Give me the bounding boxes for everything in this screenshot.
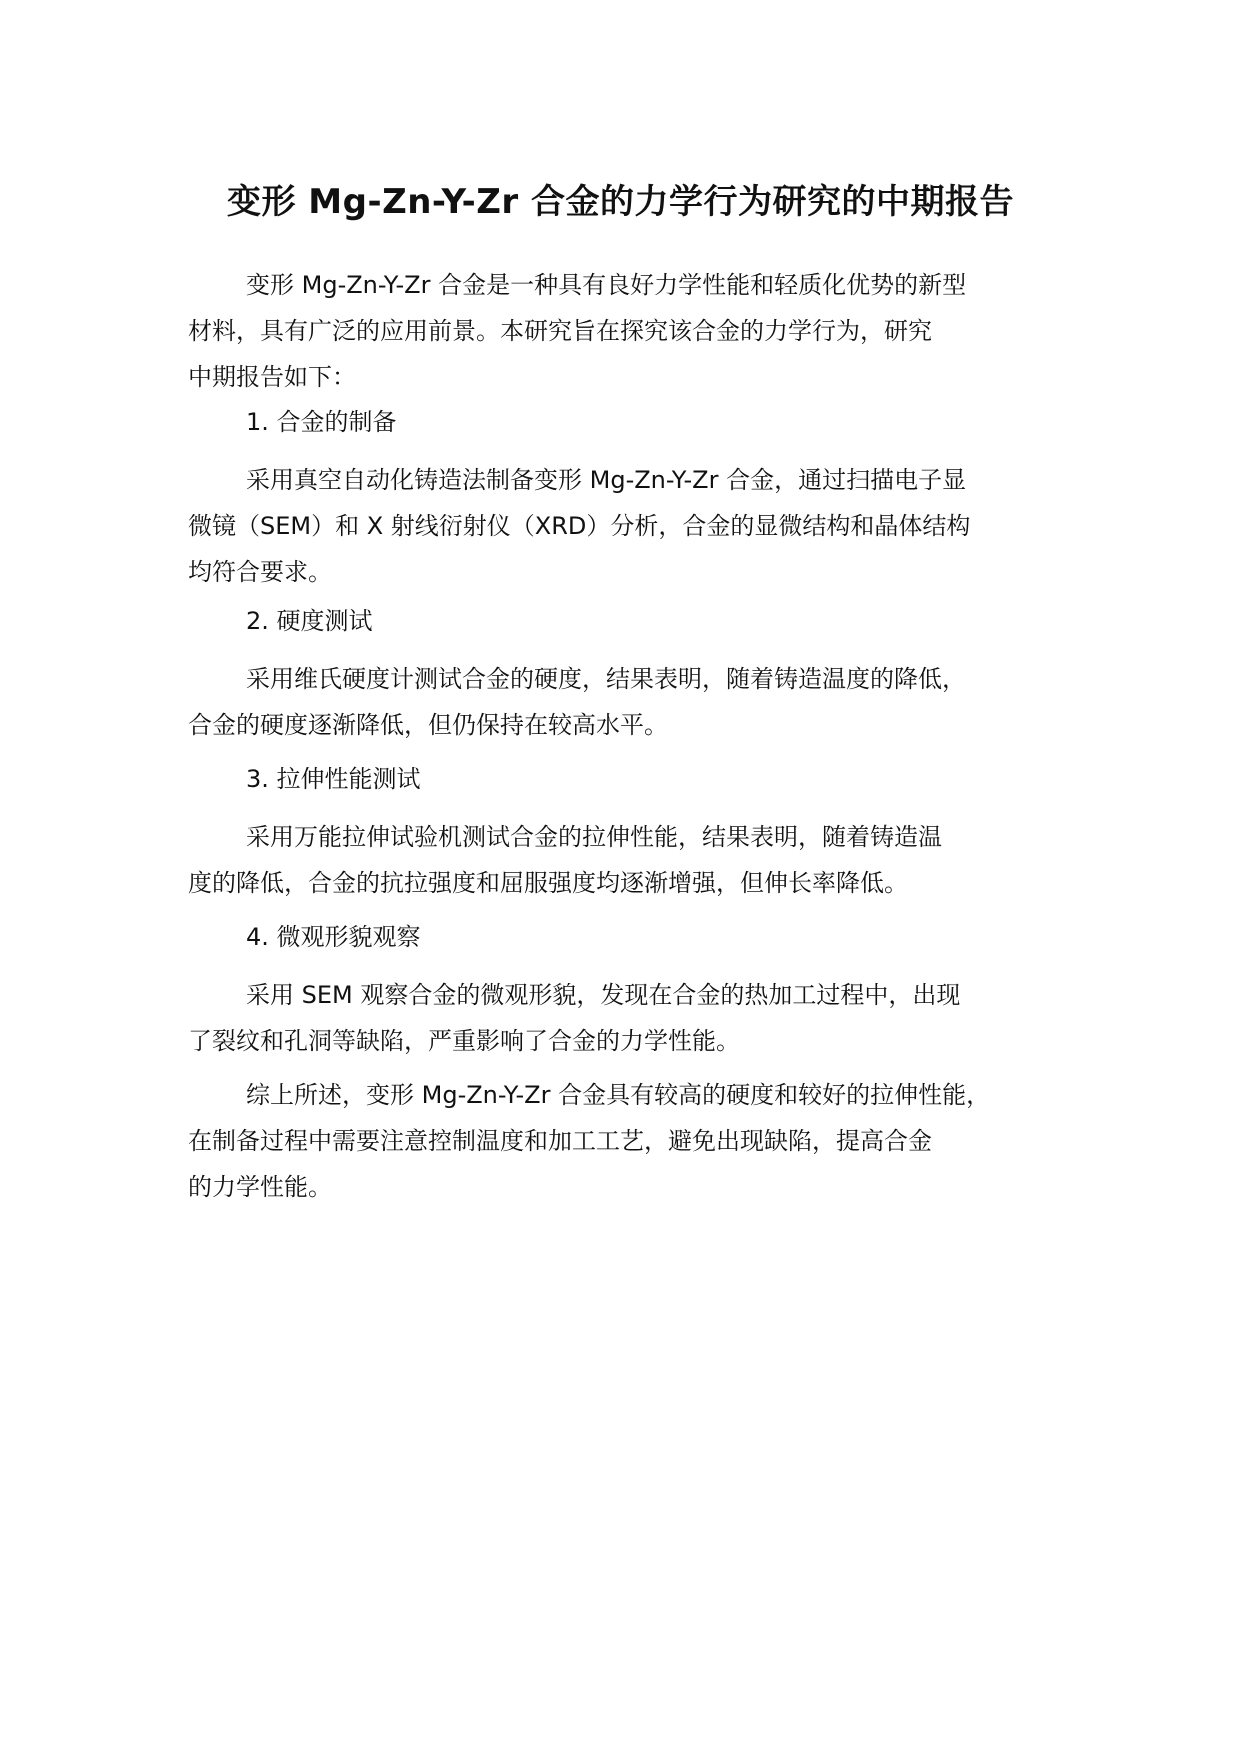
section-paragraph-3 [188,814,1078,906]
section-heading-text: 3. 拉伸性能测试 [246,765,421,793]
paragraph-line: 在制备过程中需要注意控制温度和加工工艺，避免出现缺陷，提高合金 [188,1127,932,1155]
paragraph-line: 微镜（SEM）和 X 射线衍射仪（XRD）分析，合金的显微结构和晶体结构 [188,512,971,540]
intro-line: 材料，具有广泛的应用前景。本研究旨在探究该合金的力学行为，研究 [188,317,932,345]
intro-line: 中期报告如下： [188,363,356,391]
paragraph-line: 采用真空自动化铸造法制备变形 Mg-Zn-Y-Zr 合金，通过扫描电子显 [246,466,967,494]
section-paragraph-2 [188,656,1078,748]
section-heading-2 [188,598,1078,644]
paragraph-line: 采用 SEM 观察合金的微观形貌，发现在合金的热加工过程中，出现 [246,981,961,1009]
section-paragraph-1 [188,457,1078,595]
document-title: 变形 Mg-Zn-Y-Zr 合金的力学行为研究的中期报告 [226,182,1015,222]
paragraph-line: 均符合要求。 [188,558,332,586]
paragraph-line: 了裂纹和孔洞等缺陷，严重影响了合金的力学性能。 [188,1027,740,1055]
intro-line: 变形 Mg-Zn-Y-Zr 合金是一种具有良好力学性能和轻质化优势的新型 [246,271,967,299]
section-heading-text: 4. 微观形貌观察 [246,923,421,951]
section-heading-text: 2. 硬度测试 [246,607,373,635]
paragraph-line: 采用维氏硬度计测试合金的硬度，结果表明，随着铸造温度的降低， [246,665,966,693]
intro-paragraph [188,262,1078,400]
paragraph-line: 度的降低，合金的抗拉强度和屈服强度均逐渐增强，但伸长率降低。 [188,869,908,897]
paragraph-line: 综上所述，变形 Mg-Zn-Y-Zr 合金具有较高的硬度和较好的拉伸性能， [246,1081,991,1109]
section-heading-4 [188,914,1078,960]
section-heading-text: 1. 合金的制备 [246,408,397,436]
section-heading-1 [188,399,1078,445]
paragraph-line: 的力学性能。 [188,1173,332,1201]
conclusion-paragraph [188,1072,1078,1210]
section-paragraph-4 [188,972,1078,1064]
paragraph-line: 采用万能拉伸试验机测试合金的拉伸性能，结果表明，随着铸造温 [246,823,942,851]
section-heading-3 [188,756,1078,802]
paragraph-line: 合金的硬度逐渐降低，但仍保持在较高水平。 [188,711,668,739]
